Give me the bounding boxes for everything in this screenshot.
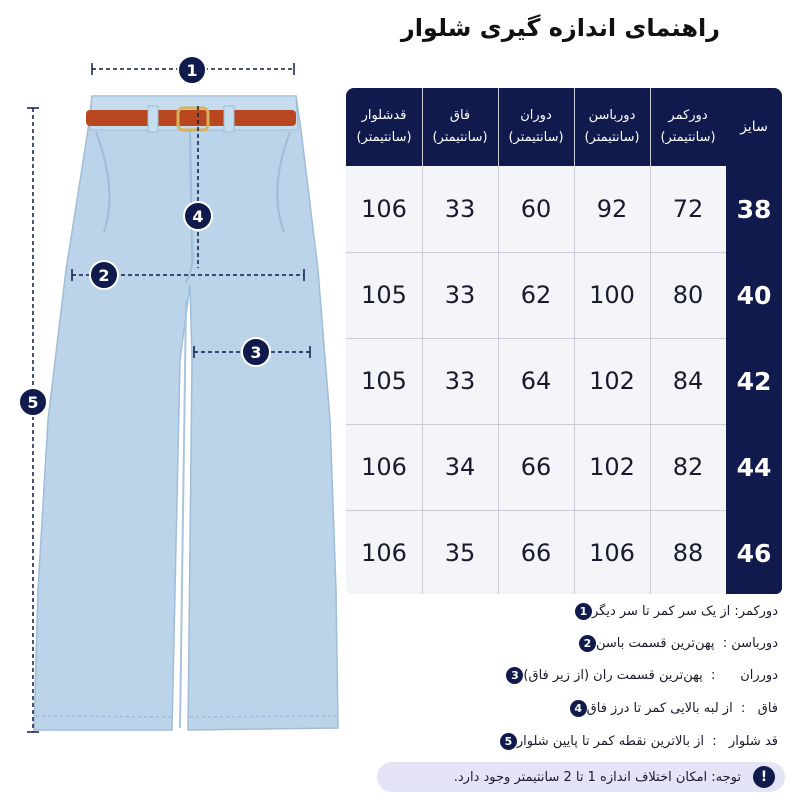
legend-text: فاق : از لبه بالایی کمر تا درز فاق bbox=[586, 700, 778, 716]
legend-item bbox=[490, 730, 778, 752]
legend-number: 2 bbox=[579, 635, 596, 652]
cell-size: 40 bbox=[736, 280, 772, 310]
cell-size: 44 bbox=[736, 452, 772, 482]
cell-length: 106 bbox=[361, 453, 407, 481]
cell-rise: 35 bbox=[444, 539, 476, 567]
svg-text:3: 3 bbox=[250, 343, 262, 362]
svg-text:5: 5 bbox=[27, 393, 39, 412]
legend-text: دورران : پهن‌ترین قسمت ران (از زیر فاق) bbox=[523, 667, 778, 683]
cell-length: 106 bbox=[361, 539, 407, 567]
marker-4 bbox=[184, 202, 212, 230]
belt bbox=[86, 110, 296, 126]
marker-2 bbox=[90, 261, 118, 289]
marker-5 bbox=[19, 388, 47, 416]
cell-waist: 84 bbox=[672, 367, 704, 395]
legend-item bbox=[560, 697, 778, 719]
cell-hip: 102 bbox=[589, 367, 635, 395]
legend-number: 5 bbox=[500, 733, 517, 750]
cell-rise: 33 bbox=[444, 367, 476, 395]
note-banner bbox=[377, 762, 785, 792]
cell-waist: 80 bbox=[672, 281, 704, 309]
header-hip: دورباسن (سانتیمتر) bbox=[584, 108, 640, 145]
cell-hip: 100 bbox=[589, 281, 635, 309]
header-thigh: دوران (سانتیمتر) bbox=[508, 108, 564, 145]
cell-hip: 106 bbox=[589, 539, 635, 567]
legend-text: دورکمر: از یک سر کمر تا سر دیگر bbox=[591, 603, 778, 619]
table-header bbox=[346, 88, 782, 166]
size-table bbox=[346, 88, 782, 594]
jeans-shape bbox=[34, 96, 338, 730]
header-rise: فاق (سانتیمتر) bbox=[432, 108, 488, 145]
cell-waist: 88 bbox=[672, 539, 704, 567]
cell-rise: 34 bbox=[444, 453, 476, 481]
marker-1 bbox=[178, 56, 206, 84]
legend-text: قد شلوار : از بالاترین نقطه کمر تا پایین شلوار bbox=[516, 733, 778, 749]
pants-illustration bbox=[0, 0, 345, 800]
header-waist: دورکمر (سانتیمتر) bbox=[660, 108, 716, 145]
cell-thigh: 60 bbox=[520, 195, 552, 223]
cell-thigh: 66 bbox=[520, 453, 552, 481]
legend-text: دورباسن : پهن‌ترین قسمت باسن bbox=[595, 635, 778, 651]
marker-3 bbox=[242, 338, 270, 366]
cell-length: 105 bbox=[361, 367, 407, 395]
cell-thigh: 62 bbox=[520, 281, 552, 309]
legend-number: 1 bbox=[575, 603, 592, 620]
cell-hip: 92 bbox=[596, 195, 628, 223]
svg-text:4: 4 bbox=[192, 207, 204, 226]
legend-item bbox=[569, 632, 778, 654]
cell-thigh: 66 bbox=[520, 539, 552, 567]
cell-hip: 102 bbox=[589, 453, 635, 481]
cell-length: 105 bbox=[361, 281, 407, 309]
legend-item bbox=[565, 600, 778, 622]
cell-length: 106 bbox=[361, 195, 407, 223]
header-size: سایز bbox=[740, 119, 768, 135]
legend-number: 3 bbox=[506, 667, 523, 684]
header-length: قدشلوار (سانتیمتر) bbox=[356, 108, 412, 145]
cell-rise: 33 bbox=[444, 281, 476, 309]
svg-text:1: 1 bbox=[186, 61, 198, 80]
cell-size: 42 bbox=[736, 366, 772, 396]
cell-thigh: 64 bbox=[520, 367, 552, 395]
exclamation-icon: ! bbox=[753, 766, 775, 788]
svg-text:2: 2 bbox=[98, 266, 110, 285]
cell-waist: 82 bbox=[672, 453, 704, 481]
cell-rise: 33 bbox=[444, 195, 476, 223]
note-text: توجه: امکان اختلاف اندازه 1 تا 2 سانتیمتر وجود دارد. bbox=[453, 769, 741, 785]
page-title: راهنمای اندازه گیری شلوار bbox=[400, 14, 720, 42]
cell-size: 46 bbox=[736, 538, 772, 568]
legend-number: 4 bbox=[570, 700, 587, 717]
legend-item bbox=[496, 664, 778, 686]
cell-waist: 72 bbox=[672, 195, 704, 223]
cell-size: 38 bbox=[736, 194, 772, 224]
